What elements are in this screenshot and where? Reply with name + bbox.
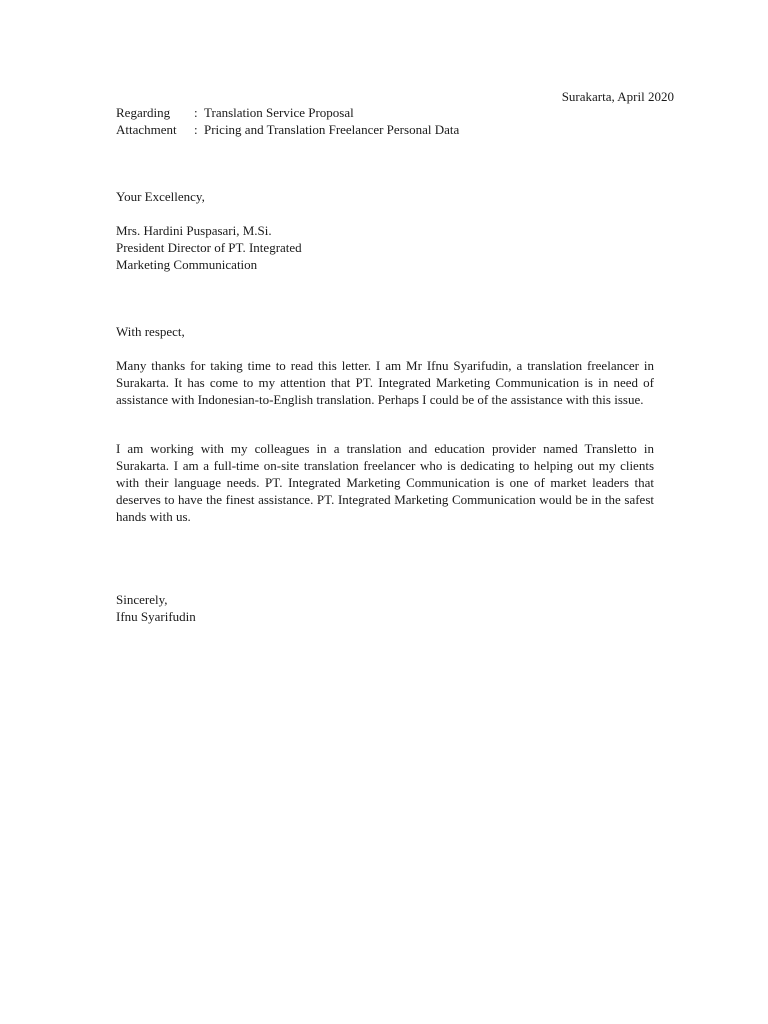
letter-date: Surakarta, April 2020 xyxy=(561,89,674,104)
body-paragraph-1: Many thanks for taking time to read this letter. I am Mr Ifnu Syarifudin, a translation freelancer in Surakarta. It has come to my attention that PT. Integrated Marketing Communication is in need of assistance with Indonesian-to-English translation. Perhaps I could be of the assistance with this issue. xyxy=(116,358,654,407)
attachment-label: Attachment xyxy=(116,122,177,137)
recipient-title: President Director of PT. Integrated xyxy=(116,240,302,255)
regarding-separator: : xyxy=(194,105,198,120)
regarding-row xyxy=(116,104,459,121)
recipient-company: Marketing Communication xyxy=(116,257,258,272)
attachment-row xyxy=(116,121,459,138)
greeting: With respect, xyxy=(116,324,185,339)
attachment-value: Pricing and Translation Freelancer Personal Data xyxy=(204,122,460,137)
salutation: Your Excellency, xyxy=(116,189,205,204)
closing: Sincerely, xyxy=(116,592,168,607)
attachment-separator: : xyxy=(194,122,198,137)
recipient-name: Mrs. Hardini Puspasari, M.Si. xyxy=(116,223,272,238)
signature-name: Ifnu Syarifudin xyxy=(116,609,196,624)
recipient-block xyxy=(116,222,654,273)
regarding-value: Translation Service Proposal xyxy=(204,105,354,120)
body-paragraph-2: I am working with my colleagues in a translation and education provider named Transletto in Surakarta. I am a full-time on-site translation freelancer who is dedicating to helping out my clients with their language needs. PT. Integrated Marketing Communication is one of market leaders that deserves to have the finest assistance. PT. Integrated Marketing Communication would be in the safest hands with us. xyxy=(116,441,654,524)
letter-meta xyxy=(116,104,459,138)
regarding-label: Regarding xyxy=(116,105,171,120)
